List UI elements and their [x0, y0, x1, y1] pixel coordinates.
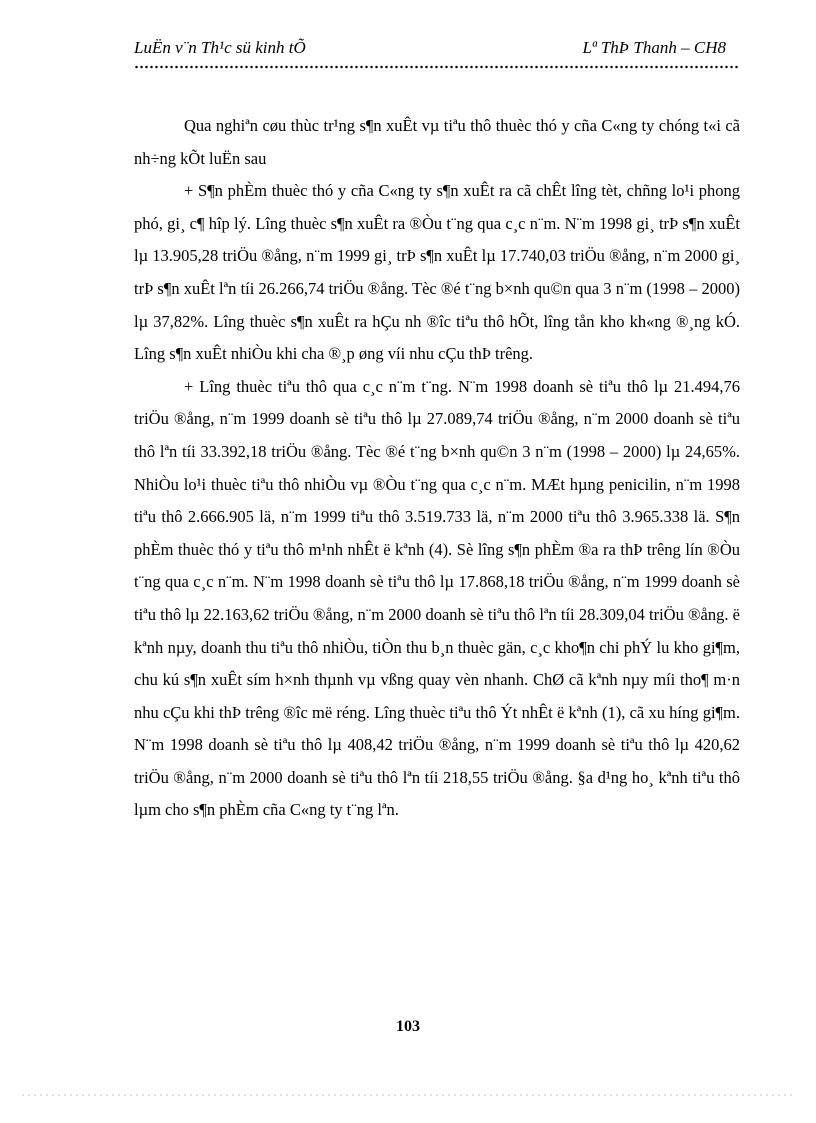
body-text — [134, 110, 740, 827]
header-author: Lª ThÞ Thanh – CH8 — [582, 38, 726, 57]
paragraph-consumption: + Lîng thuèc tiªu thô qua c¸c n¨m t¨ng. N¨m 1998 doanh sè tiªu thô lµ 21.494,76 triÖu ®ång, n¨m 1999 doanh sè tiªu thô lµ 27.089,74 triÖu ®ång, n¨m 2000 doanh sè tiªu thô lªn tíi 33.392,18 triÖu ®ång. Tèc ®é t¨ng b×nh qu©n 3 n¨m (1998 – 2000) lµ 24,65%. NhiÒu lo¹i thuèc tiªu thô nhiÒu vµ ®Òu t¨ng qua c¸c n¨m. MÆt hµng penicilin, n¨m 1998 tiªu thô 2.666.905 lä, n¨m 1999 tiªu thô 3.519.733 lä, n¨m 2000 tiªu thô 3.965.338 lä. S¶n phÈm thuèc thó y tiªu thô m¹nh nhÊt ë kªnh (4). Sè lîng s¶n phÈm ®a ra thÞ trêng lín ®Òu t¨ng qua c¸c n¨m. N¨m 1998 doanh sè tiªu thô lµ 17.868,18 triÖu ®ång, n¨m 1999 doanh sè tiªu thô lµ 22.163,62 triÖu ®ång, n¨m 2000 doanh sè tiªu thô lªn tíi 28.309,04 triÖu ®ång. ë kªnh nµy, doanh thu tiªu thô nhiÒu, tiÒn thu b¸n thuèc gän, c¸c kho¶n chi phÝ lu kho gi¶m, chu kú s¶n xuÊt sím h×nh thµnh vµ vßng quay vèn nhanh. ChØ cã kªnh nµy míi tho¶ m·n nhu cÇu khi thÞ trêng ®îc më réng. Lîng thuèc tiªu thô Ýt nhÊt ë kªnh (1), cã xu híng gi¶m. N¨m 1998 doanh sè tiªu thô lµ 408,42 triÖu ®ång, n¨m 1999 doanh sè tiªu thô lµ 420,62 triÖu ®ång, n¨m 2000 doanh sè tiªu thô lªn tíi 218,55 triÖu ®ång. §a d¹ng ho¸ kªnh tiªu thô lµm cho s¶n phÈm cña C«ng ty t¨ng lªn. — [134, 376, 740, 820]
paragraph-production: + S¶n phÈm thuèc thó y cña C«ng ty s¶n xuÊt ra cã chÊt lîng tèt, chñng lo¹i phong phó, gi¸ c¶ hîp lý. Lîng thuèc s¶n xuÊt ra ®Òu t¨ng qua c¸c n¨m. N¨m 1998 gi¸ trÞ s¶n xuÊt lµ 13.905,28 triÖu ®ång, n¨m 1999 gi¸ trÞ s¶n xuÊt lµ 17.740,03 triÖu ®ång, n¨m 2000 gi¸ trÞ s¶n xuÊt lªn tíi 26.266,74 triÖu ®ång. Tèc ®é t¨ng b×nh qu©n qua 3 n¨m (1998 – 2000) lµ 37,82%. Lîng thuèc s¶n xuÊt ra hÇu nh ®îc tiªu thô hÕt, lîng tån kho kh«ng ®¸ng kÓ. Lîng s¶n xuÊt nhiÒu khi cha ®¸p øng víi nhu cÇu thÞ trêng. — [134, 181, 740, 364]
page-header — [134, 38, 740, 62]
page-number: 103 — [396, 1018, 420, 1035]
header-dotted-rule — [134, 64, 740, 70]
header-thesis-title: LuËn v¨n Th¹c sü kinh tÕ — [134, 38, 306, 57]
paragraph-intro: Qua nghiªn cøu thùc tr¹ng s¶n xuÊt vµ tiªu thô thuèc thó y cña C«ng ty chóng t«i cã nh÷ng kÕt luËn sau — [134, 116, 740, 168]
footer-dotted-rule — [20, 1093, 796, 1097]
